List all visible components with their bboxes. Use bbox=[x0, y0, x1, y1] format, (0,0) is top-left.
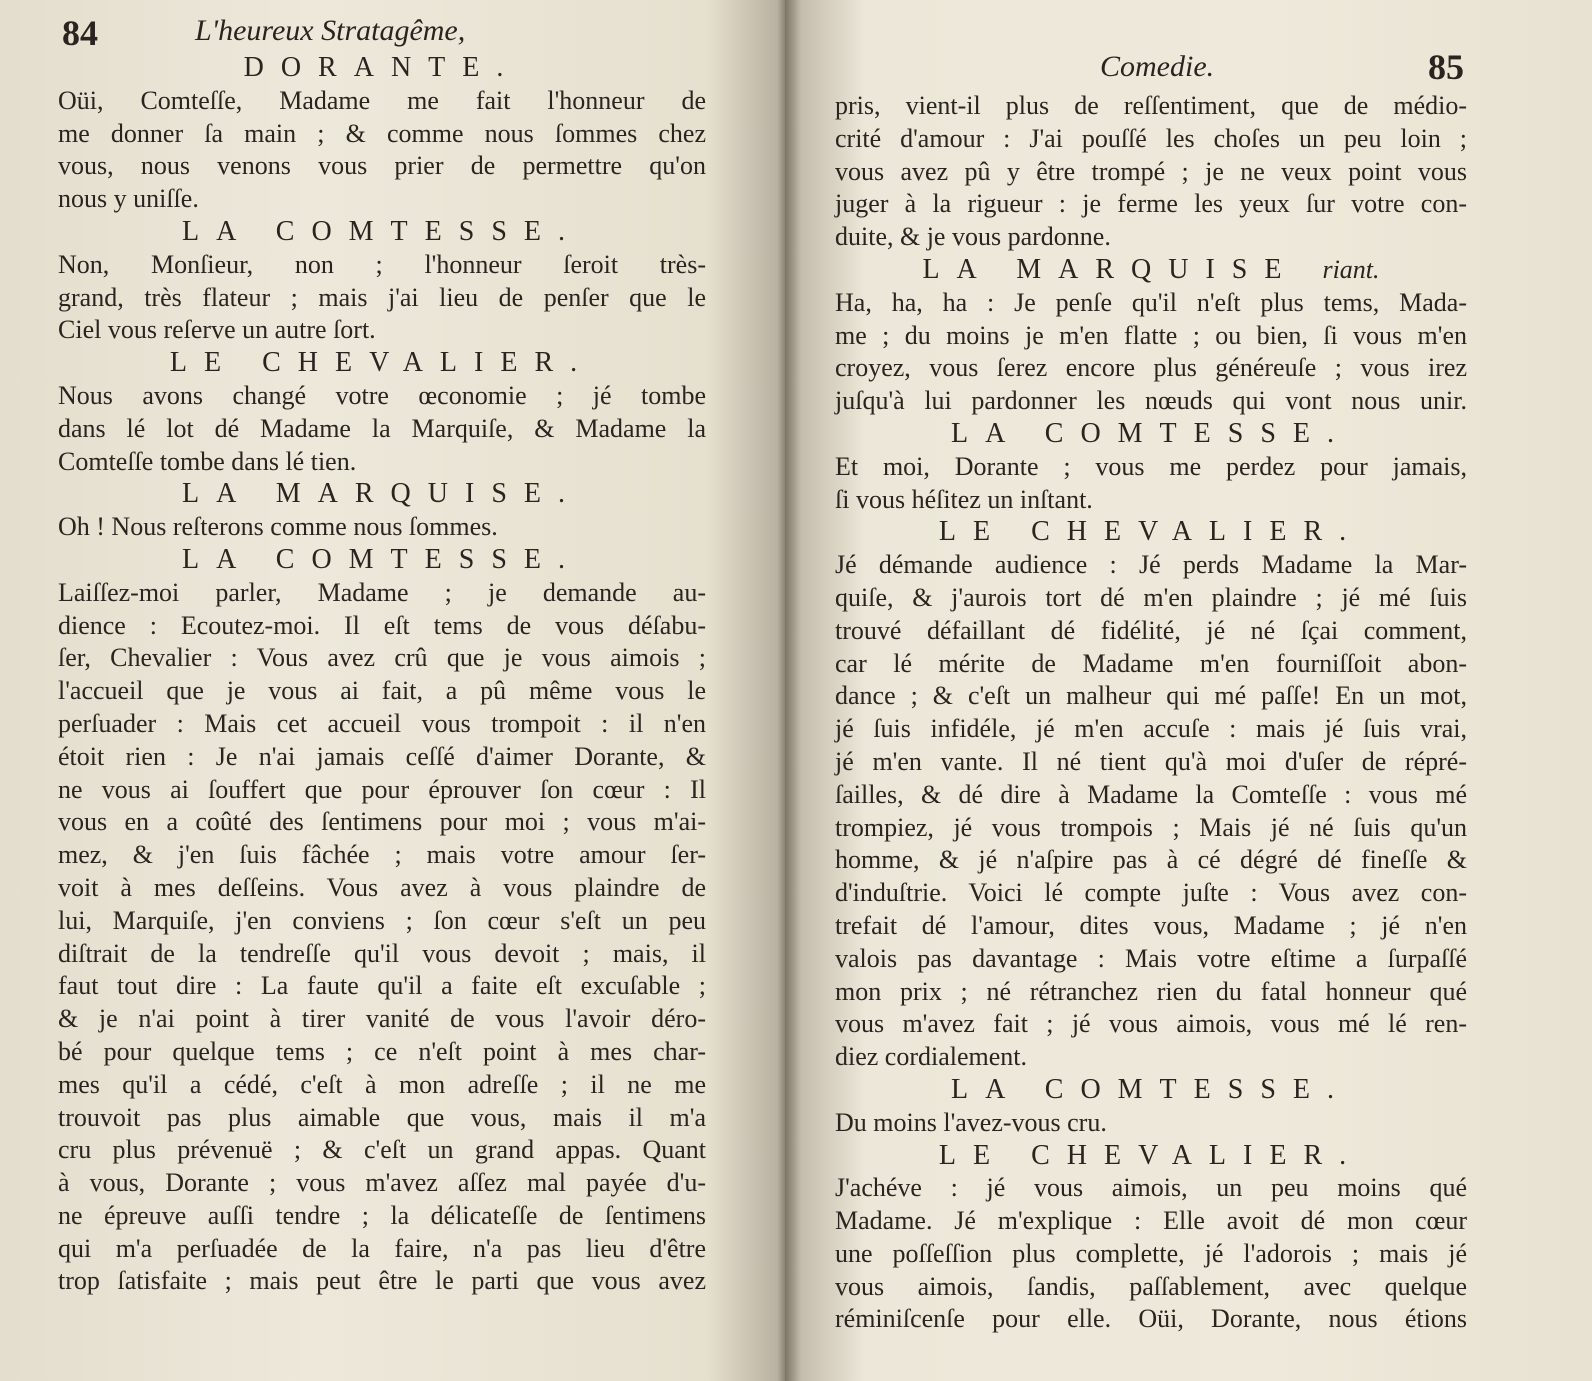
text-line: crité d'amour : J'ai pouſſé les choſes un peu loin ; bbox=[835, 123, 1467, 153]
text-line: vous, nous venons vous prier de permettre qu'on bbox=[58, 151, 706, 181]
text-line: jé ſuis infidéle, jé m'en accuſe : mais jé ſuis vrai, bbox=[835, 714, 1467, 744]
speaker-heading bbox=[58, 216, 706, 249]
speaker-heading bbox=[835, 1140, 1467, 1173]
text-line: bé pour quelque tems ; ce n'eſt point à mes char- bbox=[58, 1036, 706, 1066]
text-line: trouvé défaillant dé fidélité, jé né ſçai comment, bbox=[835, 615, 1467, 645]
line-text: Du moins l'avez-vous cru. bbox=[835, 1107, 1107, 1137]
text-line bbox=[58, 446, 706, 479]
text-line: dans lé lot dé Madame la Marquiſe, & Madame la bbox=[58, 413, 706, 443]
text-line: l'accueil que je vous ai fait, a pû même vous le bbox=[58, 676, 706, 706]
page-text bbox=[835, 90, 1467, 1336]
text-line: ne vous ai ſouffert que pour éprouver ſon cœur : Il bbox=[58, 774, 706, 804]
text-line: ne épreuve auſſi tendre ; la délicateſſe de ſentimens bbox=[58, 1200, 706, 1230]
text-line: réminiſcenſe pour elle. Oüi, Dorante, nous étions bbox=[835, 1304, 1467, 1334]
text-line: vous m'avez fait ; jé vous aimois, vous mé lé ren- bbox=[835, 1009, 1467, 1039]
text-line: & je n'ai point à tirer vanité de vous l'avoir déro- bbox=[58, 1004, 706, 1034]
text-line: perſuader : Mais cet accueil vous trompoit : il n'en bbox=[58, 708, 706, 738]
speaker-heading bbox=[835, 1074, 1467, 1107]
text-line: dance ; & c'eſt un malheur qui mé paſſe! En un mot, bbox=[835, 681, 1467, 711]
text-line: juger à la rigueur : je ferme les yeux ſur votre con- bbox=[835, 189, 1467, 219]
text-line bbox=[58, 314, 706, 347]
text-line bbox=[835, 221, 1467, 254]
page-text bbox=[58, 52, 706, 1298]
text-line: à vous, Dorante ; vous m'avez aſſez mal payée d'u- bbox=[58, 1168, 706, 1198]
text-line: car lé mérite de Madame m'en fourniſſoit abon- bbox=[835, 648, 1467, 678]
text-line: Et moi, Dorante ; vous me perdez pour jamais, bbox=[835, 451, 1467, 481]
line-text: ſi vous héſitez un inſtant. bbox=[835, 484, 1093, 514]
speaker-heading bbox=[835, 254, 1467, 287]
speaker-heading bbox=[58, 347, 706, 380]
line-text: duite, & je vous pardonne. bbox=[835, 222, 1111, 252]
speaker-name: LA COMTESSE. bbox=[950, 417, 1352, 449]
text-line: vous aimois, ſandis, paſſablement, avec quelque bbox=[835, 1271, 1467, 1301]
text-line: jé m'en vante. Il né tient qu'à moi d'uſer de répré- bbox=[835, 746, 1467, 776]
text-line: diſtrait de la tendreſſe qu'il vous devoit ; mais, il bbox=[58, 938, 706, 968]
text-line bbox=[835, 484, 1467, 517]
text-line: cru plus prévenuë ; & c'eſt un grand appas. Quant bbox=[58, 1135, 706, 1165]
text-line: J'achéve : jé vous aimois, un peu moins qué bbox=[835, 1173, 1467, 1203]
text-line bbox=[58, 183, 706, 216]
text-line: Jé démande audience : Jé perds Madame la Mar- bbox=[835, 550, 1467, 580]
text-line: voit à mes deſſeins. Vous avez à vous plaindre de bbox=[58, 872, 706, 902]
line-text: Oh ! Nous reſterons comme nous ſommes. bbox=[58, 512, 498, 542]
speaker-name: LE CHEVALIER. bbox=[938, 1139, 1364, 1171]
text-line: croyez, vous ſerez encore plus généreuſe ; vous irez bbox=[835, 353, 1467, 383]
line-text: diez cordialement. bbox=[835, 1042, 1028, 1072]
running-head: Comedie. bbox=[1100, 50, 1215, 83]
text-line bbox=[835, 1041, 1467, 1074]
text-line: pris, vient-il plus de reſſentiment, que de médio- bbox=[835, 91, 1467, 120]
text-line: vous en a coûté des ſentimens pour moi ; vous m'ai- bbox=[58, 807, 706, 837]
speaker-name: LA MARQUISE. bbox=[181, 478, 582, 510]
text-line: vous avez pû y être trompé ; je ne veux point vous bbox=[835, 156, 1467, 186]
speaker-name: LA COMTESSE. bbox=[181, 543, 583, 575]
text-line: lui, Marquiſe, j'en conviens ; ſon cœur s'eſt un peu bbox=[58, 905, 706, 935]
text-line: grand, très flateur ; mais j'ai lieu de penſer que le bbox=[58, 282, 706, 312]
text-line: Madame. Jé m'explique : Elle avoit dé mon cœur bbox=[835, 1206, 1467, 1236]
text-line: mes qu'il a cédé, c'eſt à mon adreſſe ; il ne me bbox=[58, 1069, 706, 1099]
speaker-name: LA COMTESSE. bbox=[950, 1073, 1352, 1105]
speaker-name: DORANTE. bbox=[243, 52, 521, 83]
speaker-name: LE CHEVALIER. bbox=[938, 516, 1364, 548]
text-line: une poſſeſſion plus complette, jé l'adorois ; mais jé bbox=[835, 1238, 1467, 1268]
text-line: valois pas davantage : Mais votre eſtime a ſurpaſſé bbox=[835, 943, 1467, 973]
text-line bbox=[58, 511, 706, 544]
speaker-heading bbox=[58, 478, 706, 511]
speaker-heading bbox=[58, 52, 706, 85]
text-line: trompiez, jé vous trompois ; Mais jé né ſuis qu'un bbox=[835, 812, 1467, 842]
text-line: homme, & jé n'aſpire pas à cé dégré dé fineſſe & bbox=[835, 845, 1467, 875]
text-line: faut tout dire : La faute qu'il a faite eſt excuſable ; bbox=[58, 971, 706, 1001]
speaker-heading bbox=[835, 418, 1467, 451]
line-text: Ciel vous reſerve un autre ſort. bbox=[58, 315, 376, 345]
speaker-name: LE CHEVALIER. bbox=[169, 347, 595, 379]
speaker-heading bbox=[835, 516, 1467, 549]
text-line: ſailles, & dé dire à Madame la Comteſſe : vous mé bbox=[835, 779, 1467, 809]
page-number: 84 bbox=[62, 13, 98, 53]
line-text: Comteſſe tombe dans lé tien. bbox=[58, 446, 357, 476]
text-line: Oüi, Comteſſe, Madame me fait l'honneur de bbox=[58, 85, 706, 115]
text-line: mez, & j'en ſuis fâchée ; mais votre amour ſer- bbox=[58, 840, 706, 870]
running-head: L'heureux Stratagême, bbox=[195, 14, 466, 47]
text-line: trop ſatisfaite ; mais peut être le parti que vous avez bbox=[58, 1266, 706, 1296]
text-line: étoit rien : Je n'ai jamais ceſſé d'aimer Dorante, & bbox=[58, 741, 706, 771]
text-line: trouvoit pas plus aimable que vous, mais il m'a bbox=[58, 1102, 706, 1132]
text-line: Ha, ha, ha : Je penſe qu'il n'eſt plus tems, Mada- bbox=[835, 287, 1467, 317]
text-line: dience : Ecoutez-moi. Il eſt tems de vous déſabu- bbox=[58, 610, 706, 640]
text-line: Laiſſez-moi parler, Madame ; je demande au- bbox=[58, 577, 706, 607]
text-line: quiſe, & j'aurois tort dé m'en plaindre ; jé mé ſuis bbox=[835, 582, 1467, 612]
speaker-heading bbox=[58, 544, 706, 577]
page-number: 85 bbox=[1428, 47, 1464, 87]
left-page bbox=[0, 0, 785, 1381]
text-line: ſer, Chevalier : Vous avez crû que je vous aimois ; bbox=[58, 643, 706, 673]
text-line: me donner ſa main ; & comme nous ſommes chez bbox=[58, 118, 706, 148]
stage-direction: riant. bbox=[1322, 254, 1380, 284]
text-line: Nous avons changé votre œconomie ; jé tombe bbox=[58, 380, 706, 410]
text-line bbox=[835, 1107, 1467, 1140]
line-text: nous y uniſſe. bbox=[58, 184, 199, 214]
right-page bbox=[785, 0, 1592, 1381]
text-line: Non, Monſieur, non ; l'honneur ſeroit très- bbox=[58, 249, 706, 279]
text-line: me ; du moins je m'en flatte ; ou bien, ſi vous m'en bbox=[835, 320, 1467, 350]
speaker-name: LA COMTESSE. bbox=[181, 215, 583, 247]
speaker-name: LA MARQUISE bbox=[922, 253, 1299, 285]
text-line: qui m'a perſuadée de la faire, n'a pas lieu d'être bbox=[58, 1233, 706, 1263]
text-line: d'induſtrie. Voici lé compte juſte : Vous avez con- bbox=[835, 878, 1467, 908]
text-line: juſqu'à lui pardonner les nœuds qui vont nous unir. bbox=[835, 386, 1467, 416]
text-line: trefait dé l'amour, dites vous, Madame ; jé n'en bbox=[835, 910, 1467, 940]
text-line: mon prix ; né rétranchez rien du fatal honneur qué bbox=[835, 976, 1467, 1006]
